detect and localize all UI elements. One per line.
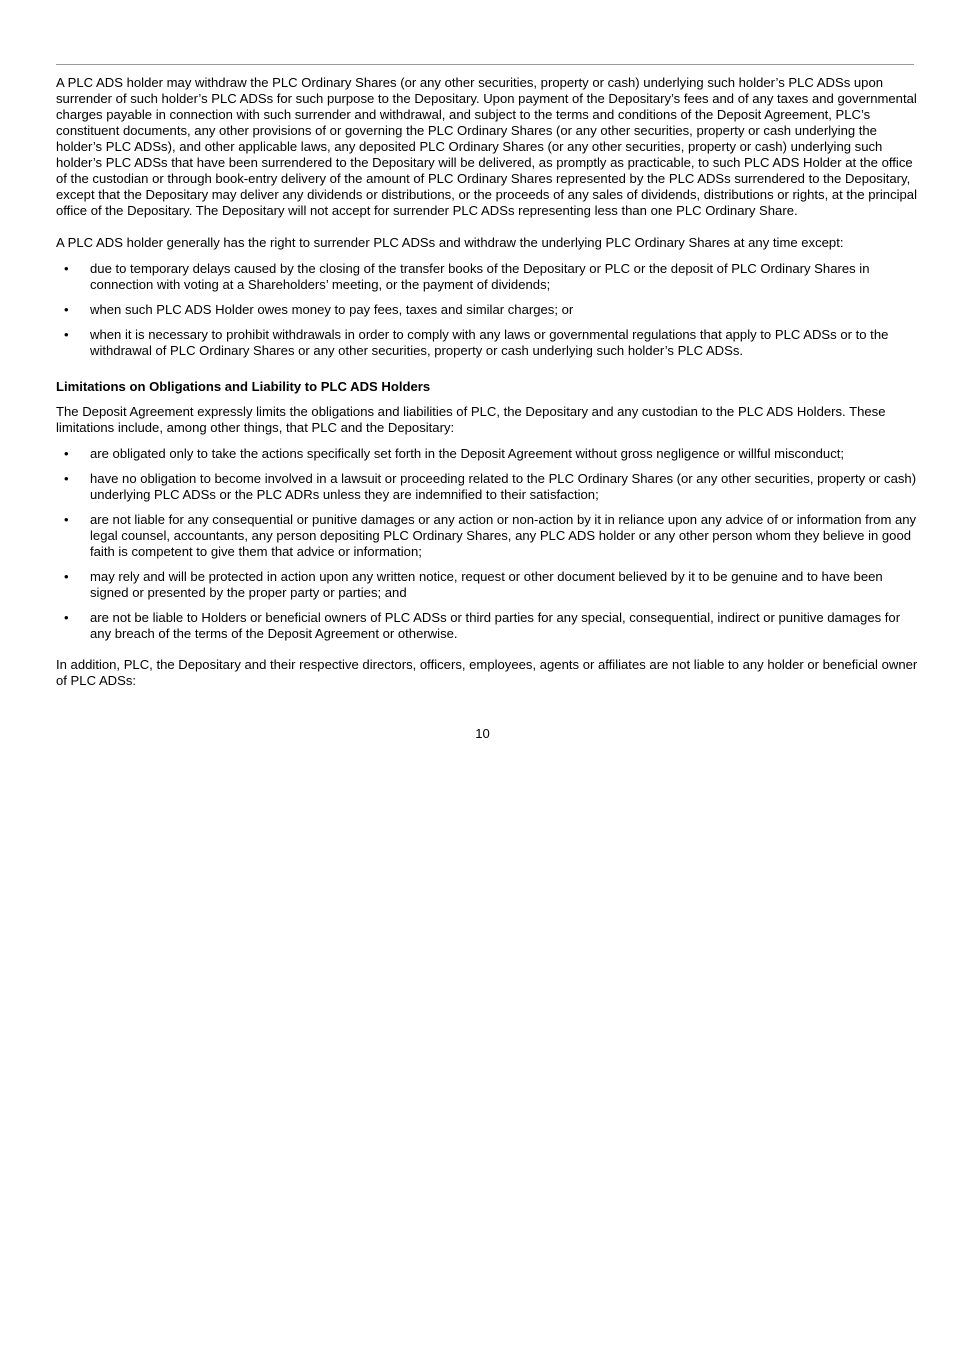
bullet-marker: • (64, 471, 69, 486)
limitations-intro: The Deposit Agreement expressly limits the obligations and liabilities of PLC, the Depositary and any custodian to the PLC ADS Holders. These limitations include, among other things, that PLC and the Depositary: (56, 404, 886, 435)
document-body (56, 75, 918, 705)
list-item-text: may rely and will be protected in action upon any written notice, request or other document believed by it to be genuine and to have been signed or presented by the proper party or parties; and (90, 569, 883, 600)
list-item (56, 302, 918, 318)
list-item (56, 446, 918, 462)
list-item-text: have no obligation to become involved in a lawsuit or proceeding related to the PLC Ordinary Shares (or any other securities, property or cash) underlying PLC ADSs or the PLC ADRs unless they are indemnified to their satisfaction; (90, 471, 917, 502)
list-item (56, 610, 918, 642)
bullet-marker: • (64, 327, 69, 342)
bullet-marker: • (64, 569, 69, 584)
list-item-text: are not be liable to Holders or beneficial owners of PLC ADSs or third parties for any special, consequential, indirect or punitive damages for any breach of the terms of the Deposit Agreement or otherwise. (90, 610, 901, 641)
list-item (56, 471, 918, 503)
bullet-marker: • (64, 446, 69, 461)
bullet-marker: • (64, 512, 69, 527)
bullet-marker: • (64, 261, 69, 276)
list-item-text: are not liable for any consequential or punitive damages or any action or non-action by it in reliance upon any advice of or information from any legal counsel, accountants, any person depositing PLC Ordinary Shares, any PLC ADS holder or any other person whom they believe in good faith is competent to give them that advice or information; (90, 512, 917, 559)
list-item-text: due to temporary delays caused by the closing of the transfer books of the Depositary or PLC or the deposit of PLC Ordinary Shares in connection with voting at a Shareholders’ meeting, or the payment of dividends; (90, 261, 870, 292)
bullet-marker: • (64, 302, 69, 317)
list-item (56, 512, 918, 560)
list-item (56, 261, 918, 293)
top-divider (56, 64, 914, 65)
liability-paragraph: In addition, PLC, the Depositary and their respective directors, officers, employees, agents or affiliates are not liable to any holder or beneficial owner of PLC ADSs: (56, 657, 918, 688)
limitations-list (56, 446, 918, 642)
list-item-text: when it is necessary to prohibit withdrawals in order to comply with any laws or governmental regulations that apply to PLC ADSs or to the withdrawal of PLC Ordinary Shares or any other securities, property or cash underlying such holder’s PLC ADSs. (90, 327, 889, 358)
list-item (56, 569, 918, 601)
section-heading: Limitations on Obligations and Liability to PLC ADS Holders (56, 379, 431, 394)
page-number: 10 (475, 726, 490, 741)
list-item (56, 327, 918, 359)
withdrawal-rights-intro: A PLC ADS holder generally has the right to surrender PLC ADSs and withdraw the underlying PLC Ordinary Shares at any time except: (56, 235, 844, 250)
list-item-text: when such PLC ADS Holder owes money to pay fees, taxes and similar charges; or (90, 302, 574, 317)
bullet-marker: • (64, 610, 69, 625)
withdrawal-exceptions-list (56, 261, 918, 359)
list-item-text: are obligated only to take the actions specifically set forth in the Deposit Agreement without gross negligence or willful misconduct; (90, 446, 845, 461)
withdrawal-paragraph: A PLC ADS holder may withdraw the PLC Ordinary Shares (or any other securities, property or cash) underlying such holder’s PLC ADSs upon surrender of such holder’s PLC ADSs for such purpose to the Depositary. Upon payment of the Depositary’s fees and of any taxes and governmental charges payable in connection with such surrender and withdrawal, and subject to the terms and conditions of the Deposit Agreement, PLC’s constituent documents, any other provisions of or governing the PLC Ordinary Shares (or any other securities, property or cash underlying the holder’s PLC ADSs), and other applicable laws, any deposited PLC Ordinary Shares (or any other securities, property or cash) underlying such holder’s PLC ADSs that have been surrendered to the Depositary will be delivered, as promptly as practicable, to such PLC ADS Holder at the office of the custodian or through book-entry delivery of the amount of PLC Ordinary Shares represented by the PLC ADSs surrendered to the Depositary, except that the Depositary may deliver any dividends or distributions, or the proceeds of any sales of dividends, distributions or rights, at the principal office of the Depositary. The Depositary will not accept for surrender PLC ADSs representing less than one PLC Ordinary Share. (56, 75, 918, 218)
